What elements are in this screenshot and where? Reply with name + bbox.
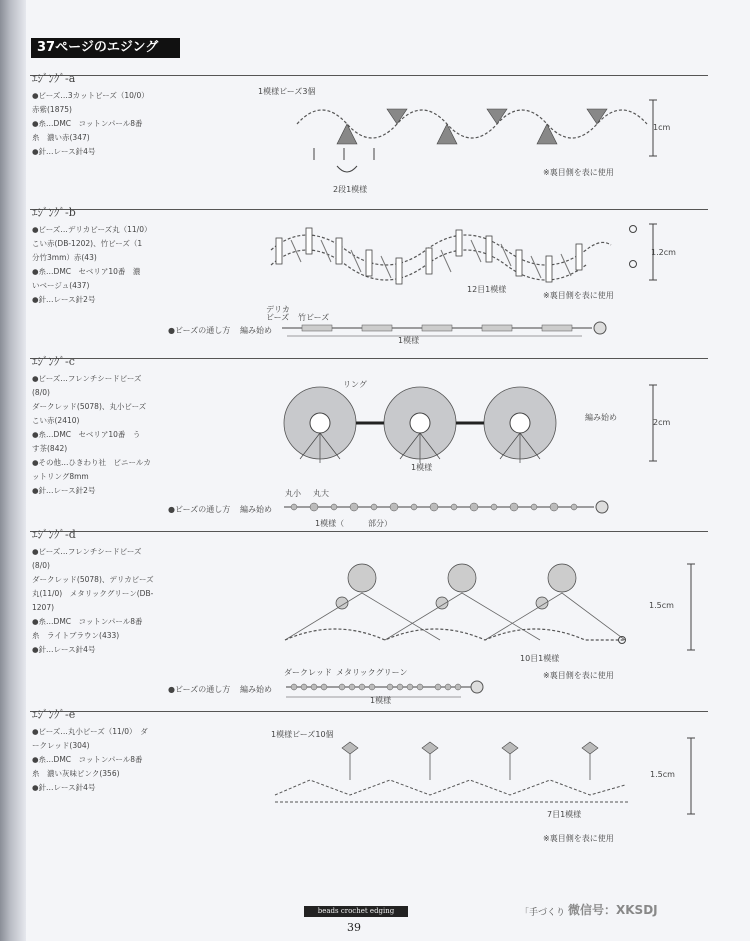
material-line: す茶(842): [32, 444, 68, 453]
size-label: 1cm: [653, 123, 671, 132]
section-label: ｴｼﾞﾝｸﾞ-a: [32, 72, 76, 85]
material-line: 丸(11/0) メタリックグリーン(DB-: [32, 589, 154, 598]
section-rule: [30, 358, 708, 359]
threading-repeat: 1模様: [398, 336, 420, 345]
material-line: ットリング8mm: [32, 472, 89, 481]
material-line: ークレッド(304): [32, 741, 90, 750]
page-number: 39: [347, 921, 361, 934]
material-line: ●針…レース針4号: [32, 645, 96, 654]
threading-repeat: 1模様: [370, 696, 392, 705]
bead-name: ビーズ: [266, 313, 290, 322]
start-note: 編み始め: [585, 413, 617, 422]
material-line: ●糸…DMC セベリア10番 濃: [32, 267, 141, 276]
bead-threading-strand: [282, 320, 612, 342]
material-line: 分竹3mm）赤(43): [32, 253, 97, 262]
section-label: ｴｼﾞﾝｸﾞ-b: [32, 206, 76, 219]
pattern-note: 1模様ビーズ3個: [258, 87, 316, 96]
material-line: いベージュ(437): [32, 281, 90, 290]
material-line: ●糸…DMC セベリア10番 う: [32, 430, 141, 439]
material-line: 1207): [32, 603, 55, 612]
crochet-diagram-e: [270, 740, 640, 810]
material-line: ●糸…DMC コットンパール8番: [32, 119, 143, 128]
materials-list: [32, 545, 157, 657]
bead-name: 丸小: [285, 489, 301, 498]
size-label: 1.5cm: [649, 601, 674, 610]
threading-start: 編み始め: [240, 685, 272, 694]
repeat-note: 2段1模様: [333, 185, 368, 194]
threading-title: ●ビーズの通し方: [168, 505, 231, 514]
back-side-note: ※裏目側を表に使用: [543, 671, 614, 680]
materials-list: [32, 89, 157, 159]
footer-band: beads crochet edging: [304, 906, 408, 917]
repeat-note: 10目1模様: [520, 654, 560, 663]
crochet-diagram-b: [266, 220, 616, 290]
page-header: 37ページのエジング: [31, 38, 180, 58]
back-side-note: ※裏目側を表に使用: [543, 291, 614, 300]
bead-name: 竹ビーズ: [298, 313, 330, 322]
threading-part: 部分）: [368, 519, 392, 528]
threading-start: 編み始め: [240, 505, 272, 514]
footer-credit: 「手づくり: [520, 908, 566, 918]
threading-repeat: 1模様（: [315, 519, 345, 528]
section-label: ｴｼﾞﾝｸﾞ-c: [32, 355, 75, 368]
size-dimension-line: [686, 562, 696, 652]
crochet-diagram-c: [275, 383, 565, 473]
repeat-note: 1模様: [411, 463, 433, 472]
material-line: ●ビーズ…デリカビーズ丸（11/0）: [32, 225, 152, 234]
size-label: 2cm: [653, 418, 671, 427]
book-spine-shadow: [0, 0, 26, 941]
threading-start: 編み始め: [240, 326, 272, 335]
material-line: ダークレッド(5078)、デリカビーズ: [32, 575, 154, 584]
material-line: ●ビーズ…丸小ビーズ（11/0） ダ: [32, 727, 148, 736]
material-line: こい赤(DB-1202)、竹ビーズ（1: [32, 239, 143, 248]
material-line: ●ビーズ…3カットビーズ（10/0）: [32, 91, 149, 100]
section-rule: [30, 209, 708, 210]
repeat-note: 7目1模様: [547, 810, 582, 819]
material-line: ●針…レース針4号: [32, 783, 96, 792]
ring-note: リング: [343, 380, 367, 389]
material-line: 糸 濃い赤(347): [32, 133, 90, 142]
section-rule: [30, 531, 708, 532]
material-line: 糸 濃い灰味ピンク(356): [32, 769, 120, 778]
material-line: ●針…レース針4号: [32, 147, 96, 156]
section-label: ｴｼﾞﾝｸﾞ-e: [32, 708, 76, 721]
pattern-note: 1模様ビーズ10個: [271, 730, 334, 739]
repeat-note: 12目1模様: [467, 285, 507, 294]
row-markers: [620, 224, 640, 269]
back-side-note: ※裏目側を表に使用: [543, 168, 614, 177]
section-rule: [30, 711, 708, 712]
size-label: 1.2cm: [651, 248, 676, 257]
material-line: こい赤(2410): [32, 416, 80, 425]
material-line: ●針…レース針2号: [32, 486, 96, 495]
back-side-note: ※裏目側を表に使用: [543, 834, 614, 843]
bead-name: デリカ: [266, 305, 290, 314]
threading-title: ●ビーズの通し方: [168, 685, 231, 694]
bead-name: メタリックグリーン: [336, 668, 408, 677]
materials-list: [32, 725, 157, 795]
crochet-diagram-d: [280, 558, 630, 653]
threading-title: ●ビーズの通し方: [168, 326, 231, 335]
material-line: 糸 ライトブラウン(433): [32, 631, 120, 640]
watermark: 微信号：XKSDJ: [568, 903, 658, 917]
material-line: ●ビーズ…フレンチシードビーズ(8/0): [32, 547, 142, 570]
material-line: ●ビーズ…フレンチシードビーズ(8/0): [32, 374, 142, 397]
size-label: 1.5cm: [650, 770, 675, 779]
material-line: ダークレッド(5078)、丸小ビーズ: [32, 402, 147, 411]
material-line: ●糸…DMC コットンパール8番: [32, 755, 143, 764]
size-dimension-line: [686, 736, 696, 816]
bead-name: 丸大: [313, 489, 329, 498]
bead-name: ダークレッド: [284, 668, 332, 677]
material-line: ●糸…DMC コットンパール8番: [32, 617, 143, 626]
material-line: ●その他…ひきわり社 ビニールカ: [32, 458, 151, 467]
section-label: ｴｼﾞﾝｸﾞ-d: [32, 528, 76, 541]
section-rule: [30, 75, 708, 76]
material-line: 赤紫(1875): [32, 105, 72, 114]
material-line: ●針…レース針2号: [32, 295, 96, 304]
materials-list: [32, 372, 157, 498]
materials-list: [32, 223, 157, 307]
